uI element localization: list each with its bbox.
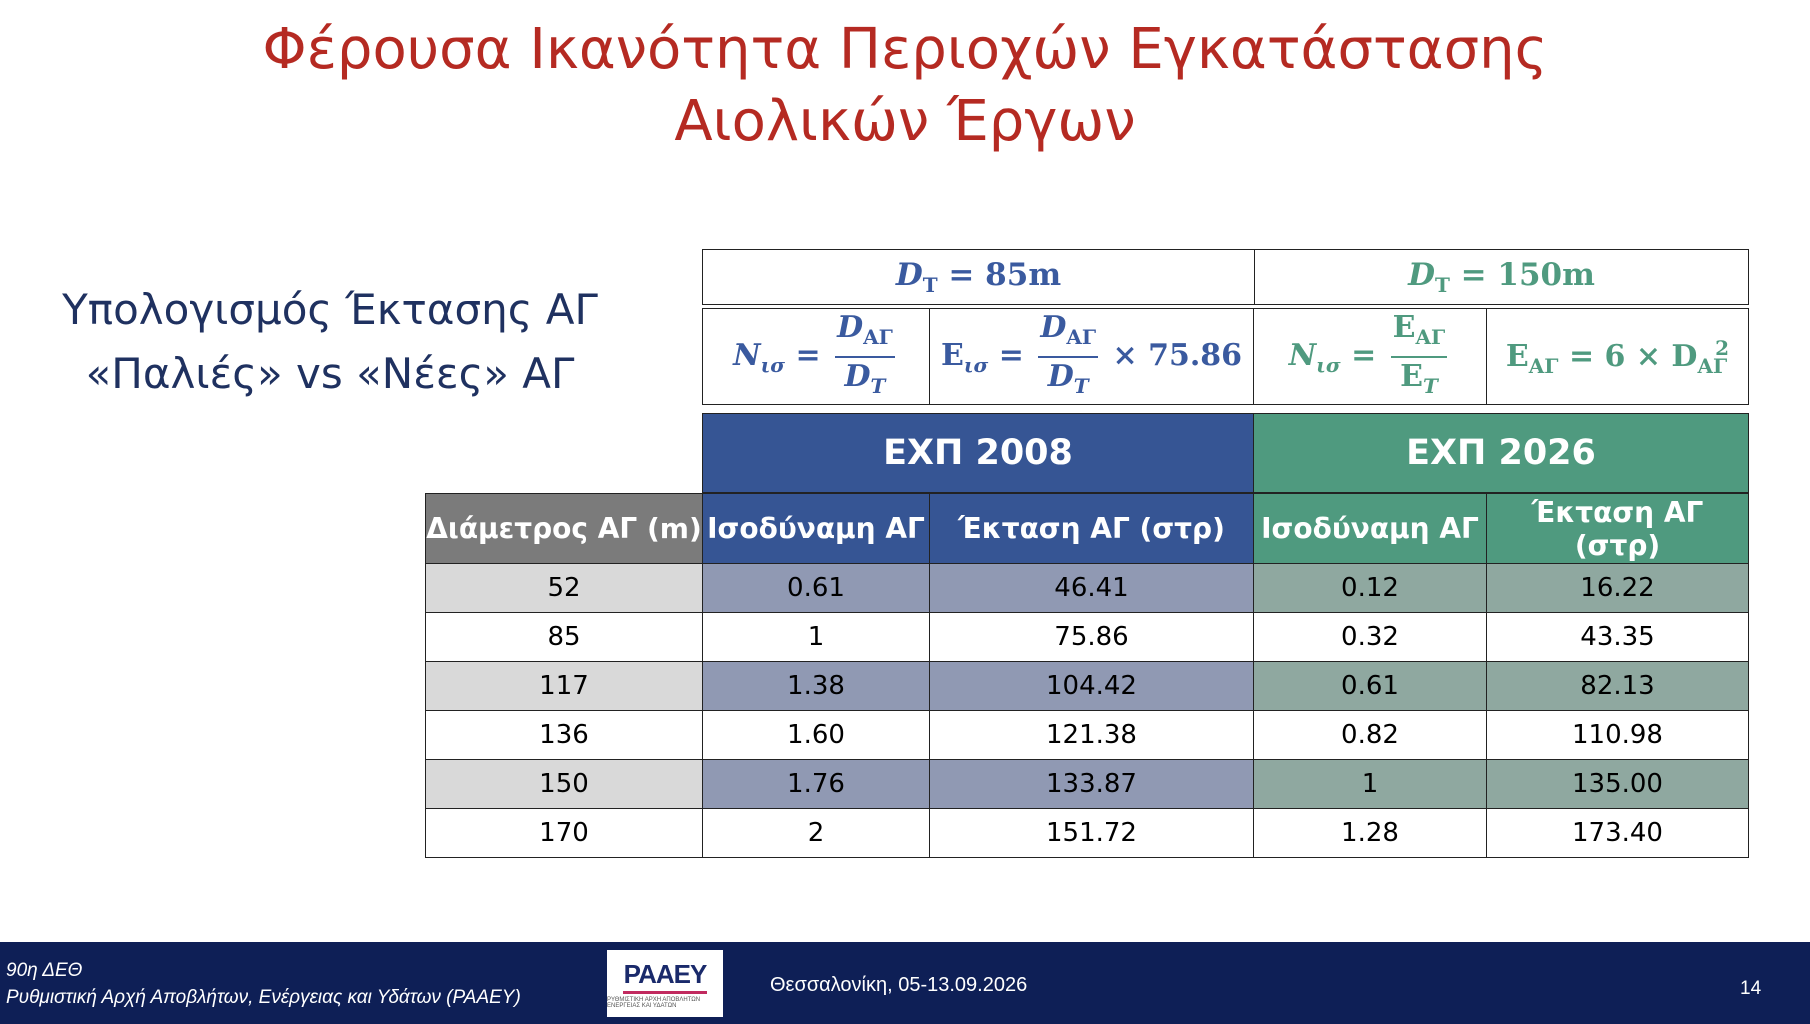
dt-150-cell: $D_T = 150m$ [1255, 250, 1749, 305]
table-row [426, 662, 1749, 711]
formula-n-2008: $N_{\iota\sigma}$ = $\frac{D_{A\Gamma}}{D_T}$ [703, 309, 930, 405]
page-number: 14 [1740, 978, 1762, 999]
cell-diameter: 136 [426, 711, 703, 760]
cell-equivalent-2008: 2 [703, 809, 930, 858]
cell-equivalent-2008: 1 [703, 613, 930, 662]
footer-event-name: 90η ΔΕΘ [6, 960, 83, 981]
col-header-diameter: Διάμετρος ΑΓ (m) [426, 494, 703, 564]
title-line-1: Φέρουσα Ικανότητα Περιοχών Εγκατάστασης [262, 17, 1548, 82]
logo-text: ΡΑΑΕΥ [623, 958, 707, 989]
cell-equivalent-2026: 0.82 [1254, 711, 1487, 760]
table-row [426, 760, 1749, 809]
col-header-equivalent-2026: Ισοδύναμη ΑΓ [1254, 494, 1487, 564]
dt-85-cell: $D_T = 85m$ [703, 250, 1255, 305]
formula-e-2026: $E_{A\Gamma} = 6 \times D_{A\Gamma}^2$ [1487, 309, 1749, 405]
cell-area-2008: 121.38 [930, 711, 1254, 760]
cell-area-2008: 104.42 [930, 662, 1254, 711]
group-header-2026: ΕΧΠ 2026 [1253, 413, 1749, 493]
formula-e-2008: $E_{\iota\sigma}$ = $\frac{D_{A\Gamma}}{D_T}$ × 75.86 [930, 309, 1254, 405]
slide-subtitle [40, 278, 620, 406]
logo-tagline: ΡΥΘΜΙΣΤΙΚΗ ΑΡΧΗ ΑΠΟΒΛΗΤΩΝ ΕΝΕΡΓΕΙΑΣ ΚΑΙ ΥΔΑΤΩΝ [607, 996, 701, 1009]
cell-area-2026: 43.35 [1487, 613, 1749, 662]
group-header-2008: ΕΧΠ 2008 [702, 413, 1254, 493]
subtitle-line-2: «Παλιές» vs «Νέες» ΑΓ [85, 349, 575, 398]
cell-equivalent-2008: 1.38 [703, 662, 930, 711]
data-table [425, 493, 1749, 858]
formula-n-2026: $N_{\iota\sigma}$ = $\frac{E_{A\Gamma}}{E_T}$ [1254, 309, 1487, 405]
dt-header-table [702, 249, 1749, 305]
subtitle-line-1: Υπολογισμός Έκτασης ΑΓ [62, 285, 598, 334]
footer-event-info [6, 957, 521, 1011]
cell-diameter: 117 [426, 662, 703, 711]
column-header-row [426, 494, 1749, 564]
table-row [426, 564, 1749, 613]
logo-underline [623, 991, 707, 994]
cell-equivalent-2008: 1.60 [703, 711, 930, 760]
cell-diameter: 85 [426, 613, 703, 662]
cell-area-2008: 151.72 [930, 809, 1254, 858]
cell-equivalent-2026: 0.12 [1254, 564, 1487, 613]
cell-equivalent-2026: 1 [1254, 760, 1487, 809]
table-row [426, 711, 1749, 760]
cell-area-2026: 135.00 [1487, 760, 1749, 809]
col-header-area-2026: Έκταση ΑΓ (στρ) [1487, 494, 1749, 564]
col-header-area-2008: Έκταση ΑΓ (στρ) [930, 494, 1254, 564]
cell-area-2008: 46.41 [930, 564, 1254, 613]
footer-location-date: Θεσσαλονίκη, 05-13.09.2026 [770, 974, 1028, 996]
cell-equivalent-2026: 0.32 [1254, 613, 1487, 662]
table-row [426, 809, 1749, 858]
table-row [426, 613, 1749, 662]
cell-area-2008: 133.87 [930, 760, 1254, 809]
cell-diameter: 150 [426, 760, 703, 809]
cell-area-2026: 16.22 [1487, 564, 1749, 613]
title-line-2: Αιολικών Έργων [674, 89, 1136, 154]
cell-area-2026: 82.13 [1487, 662, 1749, 711]
footer-organization: Ρυθμιστική Αρχή Αποβλήτων, Ενέργειας και Υδάτων (ΡΑΑΕΥ) [6, 987, 521, 1008]
formula-table [702, 308, 1749, 405]
cell-diameter: 52 [426, 564, 703, 613]
cell-area-2008: 75.86 [930, 613, 1254, 662]
cell-area-2026: 173.40 [1487, 809, 1749, 858]
slide-title [0, 14, 1810, 158]
raaey-logo [607, 950, 723, 1017]
cell-diameter: 170 [426, 809, 703, 858]
cell-equivalent-2008: 0.61 [703, 564, 930, 613]
cell-equivalent-2026: 0.61 [1254, 662, 1487, 711]
cell-equivalent-2026: 1.28 [1254, 809, 1487, 858]
footer-bar [0, 942, 1810, 1024]
col-header-equivalent-2008: Ισοδύναμη ΑΓ [703, 494, 930, 564]
cell-equivalent-2008: 1.76 [703, 760, 930, 809]
cell-area-2026: 110.98 [1487, 711, 1749, 760]
